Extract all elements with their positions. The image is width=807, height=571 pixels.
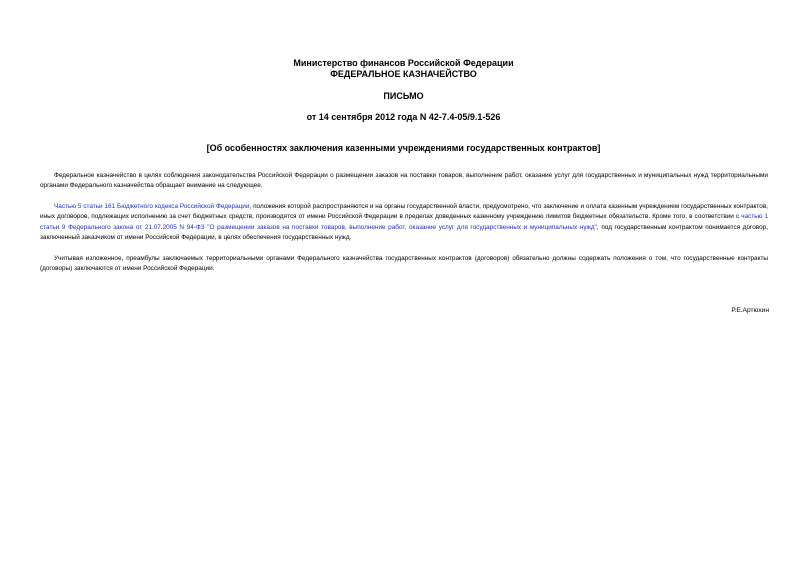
date-number-heading: от 14 сентября 2012 года N 42-7.4-05/9.1-526: [306, 112, 501, 122]
signature: Р.Е.Артюхин: [731, 307, 769, 314]
paragraph-legal-basis-text-1: , положения которой распространяются и на органы государственной власти, предусмотрено, что заключение и оплата казенным учреждением государственных контрактов, иных договоров, подлежащих исполнению за счет бюджетных средств, производятся от имени Российской Федерации в пределах доведенных казенному учреждению лимитов бюджетных обязательств. Кроме того, в соответствии с: [40, 203, 768, 221]
paragraph-intro: Федеральное казначейство в целях соблюдения законодательства Российской Федерации о размещении заказов на поставки товаров, выполнение работ, оказание услуг для государственных и муниципальных нужд территориальными органами Федерального казначейства обращает внимание на следующее.: [40, 172, 768, 190]
document-type-heading: ПИСЬМО: [383, 91, 424, 101]
subject-heading: [Об особенностях заключения казенными учреждениями государственных контрактов]: [206, 143, 601, 153]
ministry-heading: Министерство финансов Российской Федерации: [293, 58, 514, 68]
paragraph-legal-basis: [40, 202, 768, 244]
budget-code-link[interactable]: Частью 5 статьи 161 Бюджетного кодекса Российской Федерации: [54, 203, 250, 210]
federal-law-94-link[interactable]: частью 1 статьи 9 Федерального закона от 21.07.2005 N 94-ФЗ "О размещении заказов на поставки товаров, выполнение работ, оказание услуг для государственных и муниципальных нужд": [40, 213, 768, 231]
treasury-heading: ФЕДЕРАЛЬНОЕ КАЗНАЧЕЙСТВО: [330, 69, 477, 79]
paragraph-legal-basis-text-2: , под государственным контрактом понимается договор, заключенный заказчиком от имени Российской Федерации, в целях обеспечения государственных нужд.: [40, 223, 769, 242]
paragraph-conclusion: Учитывая изложенное, преамбулы заключаемых территориальными органами Федерального казначейства государственных контрактов (договоров) обязательно должны содержать положения о том, что государственные контракты (договоры) заключаются от имени Российской Федерации.: [40, 255, 768, 273]
